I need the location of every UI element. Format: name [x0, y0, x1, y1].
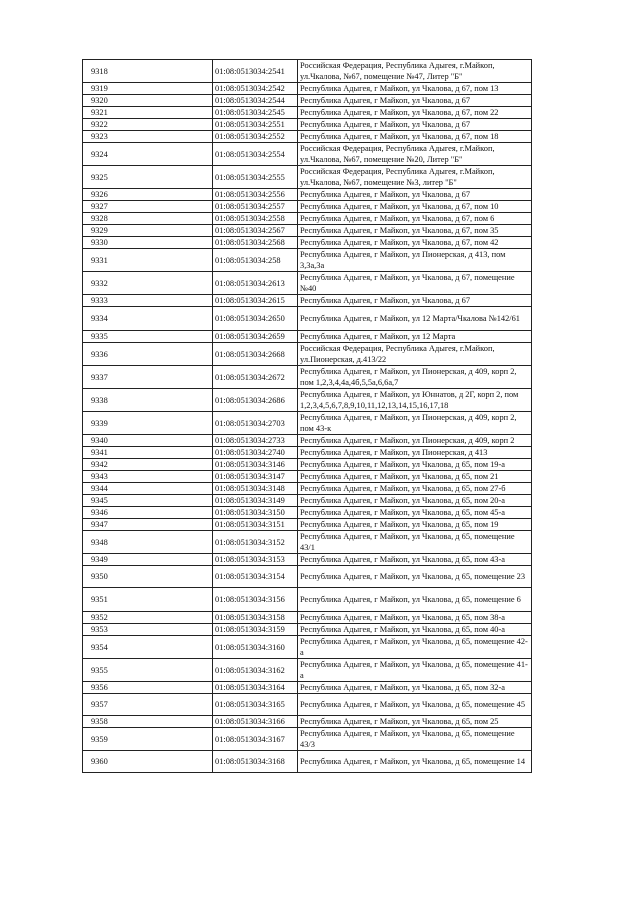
row-number: 9351 [83, 588, 213, 612]
table-row [83, 143, 532, 166]
table-row [83, 95, 532, 107]
row-number: 9350 [83, 566, 213, 588]
address: Республика Адыгея, г Майкоп, ул Чкалова, д 65, помещение 45 [298, 694, 532, 716]
row-number: 9335 [83, 331, 213, 343]
table-row [83, 83, 532, 95]
row-number: 9359 [83, 728, 213, 751]
cadastral-number: 01:08:0513034:258 [213, 249, 298, 272]
row-number: 9330 [83, 237, 213, 249]
row-number: 9318 [83, 60, 213, 83]
address: Республика Адыгея, г Майкоп, ул Юннатов, д 2Г, корп 2, пом 1,2,3,4,5,6,7,8,9,10,11,12,13,14,15,16,17,18 [298, 389, 532, 412]
row-number: 9331 [83, 249, 213, 272]
cadastral-number: 01:08:0513034:3149 [213, 495, 298, 507]
cadastral-number: 01:08:0513034:2552 [213, 131, 298, 143]
cadastral-number: 01:08:0513034:3168 [213, 751, 298, 773]
cadastral-number: 01:08:0513034:2615 [213, 295, 298, 307]
address: Республика Адыгея, г Майкоп, ул Чкалова, д 65, пом 45-а [298, 507, 532, 519]
address: Российская Федерация, Республика Адыгея, г.Майкоп, ул.Чкалова, №67, помещение №20, Литер "Б" [298, 143, 532, 166]
address: Республика Адыгея, г Майкоп, ул Чкалова, д 65, пом 19-а [298, 459, 532, 471]
cadastral-number: 01:08:0513034:2557 [213, 201, 298, 213]
cadastral-number: 01:08:0513034:3160 [213, 636, 298, 659]
address: Республика Адыгея, г Майкоп, ул Чкалова, д 67, пом 10 [298, 201, 532, 213]
row-number: 9323 [83, 131, 213, 143]
cadastral-number: 01:08:0513034:2650 [213, 307, 298, 331]
table-row [83, 201, 532, 213]
address: Республика Адыгея, г Майкоп, ул Пионерская, д 413 [298, 447, 532, 459]
row-number: 9322 [83, 119, 213, 131]
registry-table [82, 59, 532, 773]
row-number: 9344 [83, 483, 213, 495]
table-row [83, 107, 532, 119]
table-row [83, 295, 532, 307]
cadastral-number: 01:08:0513034:2558 [213, 213, 298, 225]
row-number: 9347 [83, 519, 213, 531]
address: Республика Адыгея, г Майкоп, ул Чкалова, д 65, пом 32-а [298, 682, 532, 694]
address: Российская Федерация, Республика Адыгея, г.Майкоп, ул.Чкалова, №67, помещение №3, литер "Б" [298, 166, 532, 189]
row-number: 9333 [83, 295, 213, 307]
cadastral-number: 01:08:0513034:3153 [213, 554, 298, 566]
row-number: 9348 [83, 531, 213, 554]
registry-table-body [83, 60, 532, 773]
table-row [83, 343, 532, 366]
row-number: 9353 [83, 624, 213, 636]
table-row [83, 189, 532, 201]
cadastral-number: 01:08:0513034:2556 [213, 189, 298, 201]
cadastral-number: 01:08:0513034:2542 [213, 83, 298, 95]
address: Республика Адыгея, г Майкоп, ул Чкалова, д 65, пом 21 [298, 471, 532, 483]
address: Республика Адыгея, г Майкоп, ул Чкалова, д 65, пом 43-а [298, 554, 532, 566]
cadastral-number: 01:08:0513034:2567 [213, 225, 298, 237]
cadastral-number: 01:08:0513034:2659 [213, 331, 298, 343]
row-number: 9341 [83, 447, 213, 459]
row-number: 9328 [83, 213, 213, 225]
cadastral-number: 01:08:0513034:2541 [213, 60, 298, 83]
cadastral-number: 01:08:0513034:2703 [213, 412, 298, 435]
row-number: 9324 [83, 143, 213, 166]
table-row [83, 728, 532, 751]
table-row [83, 495, 532, 507]
table-row [83, 366, 532, 389]
table-row [83, 566, 532, 588]
cadastral-number: 01:08:0513034:3150 [213, 507, 298, 519]
cadastral-number: 01:08:0513034:2554 [213, 143, 298, 166]
table-row [83, 389, 532, 412]
table-row [83, 249, 532, 272]
table-row [83, 131, 532, 143]
cadastral-number: 01:08:0513034:2568 [213, 237, 298, 249]
row-number: 9354 [83, 636, 213, 659]
cadastral-number: 01:08:0513034:3165 [213, 694, 298, 716]
address: Республика Адыгея, г Майкоп, ул Чкалова, д 65, пом 20-а [298, 495, 532, 507]
table-row [83, 213, 532, 225]
row-number: 9326 [83, 189, 213, 201]
table-row [83, 272, 532, 295]
cadastral-number: 01:08:0513034:2545 [213, 107, 298, 119]
address: Республика Адыгея, г Майкоп, ул Пионерская, д 409, корп 2, пом 1,2,3,4,4а,4б,5,5а,6,6а,7 [298, 366, 532, 389]
address: Республика Адыгея, г Майкоп, ул Пионерская, д 409, корп 2, пом 43-к [298, 412, 532, 435]
row-number: 9339 [83, 412, 213, 435]
row-number: 9329 [83, 225, 213, 237]
cadastral-number: 01:08:0513034:3159 [213, 624, 298, 636]
table-row [83, 60, 532, 83]
cadastral-number: 01:08:0513034:3167 [213, 728, 298, 751]
table-row [83, 435, 532, 447]
cadastral-number: 01:08:0513034:3152 [213, 531, 298, 554]
cadastral-number: 01:08:0513034:2551 [213, 119, 298, 131]
cadastral-number: 01:08:0513034:3156 [213, 588, 298, 612]
table-row [83, 751, 532, 773]
cadastral-number: 01:08:0513034:2544 [213, 95, 298, 107]
address: Республика Адыгея, г Майкоп, ул Чкалова, д 65, пом 19 [298, 519, 532, 531]
table-row [83, 588, 532, 612]
table-row [83, 507, 532, 519]
address: Республика Адыгея, г Майкоп, ул Чкалова, д 65, помещение 14 [298, 751, 532, 773]
address: Республика Адыгея, г Майкоп, ул 12 Марта/Чкалова №142/61 [298, 307, 532, 331]
table-row [83, 166, 532, 189]
table-row [83, 694, 532, 716]
row-number: 9337 [83, 366, 213, 389]
table-row [83, 483, 532, 495]
row-number: 9357 [83, 694, 213, 716]
row-number: 9320 [83, 95, 213, 107]
table-row [83, 225, 532, 237]
address: Республика Адыгея, г Майкоп, ул Чкалова, д 67 [298, 119, 532, 131]
cadastral-number: 01:08:0513034:2613 [213, 272, 298, 295]
address: Республика Адыгея, г Майкоп, ул Пионерская, д 409, корп 2 [298, 435, 532, 447]
table-row [83, 237, 532, 249]
row-number: 9346 [83, 507, 213, 519]
table-row [83, 471, 532, 483]
cadastral-number: 01:08:0513034:2555 [213, 166, 298, 189]
table-row [83, 119, 532, 131]
cadastral-number: 01:08:0513034:3162 [213, 659, 298, 682]
table-row [83, 447, 532, 459]
address: Республика Адыгея, г Майкоп, ул Чкалова, д 67, помещение №40 [298, 272, 532, 295]
table-row [83, 716, 532, 728]
row-number: 9358 [83, 716, 213, 728]
row-number: 9352 [83, 612, 213, 624]
cadastral-number: 01:08:0513034:3158 [213, 612, 298, 624]
cadastral-number: 01:08:0513034:3151 [213, 519, 298, 531]
address: Республика Адыгея, г Майкоп, ул Чкалова, д 67, пом 6 [298, 213, 532, 225]
row-number: 9319 [83, 83, 213, 95]
address: Республика Адыгея, г Майкоп, ул Чкалова, д 67 [298, 295, 532, 307]
cadastral-number: 01:08:0513034:2733 [213, 435, 298, 447]
row-number: 9334 [83, 307, 213, 331]
table-row [83, 307, 532, 331]
cadastral-number: 01:08:0513034:2740 [213, 447, 298, 459]
cadastral-number: 01:08:0513034:2672 [213, 366, 298, 389]
row-number: 9321 [83, 107, 213, 119]
row-number: 9349 [83, 554, 213, 566]
address: Республика Адыгея, г Майкоп, ул Чкалова, д 65, пом 25 [298, 716, 532, 728]
row-number: 9336 [83, 343, 213, 366]
address: Республика Адыгея, г Майкоп, ул Чкалова, д 67, пом 42 [298, 237, 532, 249]
row-number: 9338 [83, 389, 213, 412]
address: Республика Адыгея, г Майкоп, ул Чкалова, д 67, пом 18 [298, 131, 532, 143]
address: Республика Адыгея, г Майкоп, ул Чкалова, д 65, помещение 23 [298, 566, 532, 588]
address: Республика Адыгея, г Майкоп, ул 12 Марта [298, 331, 532, 343]
table-row [83, 459, 532, 471]
table-row [83, 636, 532, 659]
table-row [83, 412, 532, 435]
row-number: 9355 [83, 659, 213, 682]
address: Республика Адыгея, г Майкоп, ул Чкалова, д 67, пом 13 [298, 83, 532, 95]
address: Российская Федерация, Республика Адыгея, г.Майкоп, ул.Пионерская, д.413/22 [298, 343, 532, 366]
address: Российская Федерация, Республика Адыгея, г.Майкоп, ул.Чкалова, №67, помещение №47, Литер "Б" [298, 60, 532, 83]
address: Республика Адыгея, г Майкоп, ул Чкалова, д 65, помещение 41-а [298, 659, 532, 682]
row-number: 9332 [83, 272, 213, 295]
address: Республика Адыгея, г Майкоп, ул Чкалова, д 65, пом 40-а [298, 624, 532, 636]
table-row [83, 331, 532, 343]
table-row [83, 682, 532, 694]
table-row [83, 624, 532, 636]
address: Республика Адыгея, г Майкоп, ул Чкалова, д 65, помещение 43/1 [298, 531, 532, 554]
row-number: 9343 [83, 471, 213, 483]
row-number: 9360 [83, 751, 213, 773]
address: Республика Адыгея, г Майкоп, ул Пионерская, д 413, пом 3,3а,3а [298, 249, 532, 272]
address: Республика Адыгея, г Майкоп, ул Чкалова, д 67 [298, 95, 532, 107]
table-row [83, 519, 532, 531]
row-number: 9325 [83, 166, 213, 189]
address: Республика Адыгея, г Майкоп, ул Чкалова, д 67, пом 22 [298, 107, 532, 119]
address: Республика Адыгея, г Майкоп, ул Чкалова, д 65, помещение 6 [298, 588, 532, 612]
table-row [83, 612, 532, 624]
table-row [83, 659, 532, 682]
cadastral-number: 01:08:0513034:3164 [213, 682, 298, 694]
address: Республика Адыгея, г Майкоп, ул Чкалова, д 65, пом 27-б [298, 483, 532, 495]
address: Республика Адыгея, г Майкоп, ул Чкалова, д 67 [298, 189, 532, 201]
row-number: 9340 [83, 435, 213, 447]
cadastral-number: 01:08:0513034:2668 [213, 343, 298, 366]
cadastral-number: 01:08:0513034:3146 [213, 459, 298, 471]
address: Республика Адыгея, г Майкоп, ул Чкалова, д 65, пом 38-а [298, 612, 532, 624]
row-number: 9345 [83, 495, 213, 507]
row-number: 9356 [83, 682, 213, 694]
cadastral-number: 01:08:0513034:3148 [213, 483, 298, 495]
address: Республика Адыгея, г Майкоп, ул Чкалова, д 67, пом 35 [298, 225, 532, 237]
cadastral-number: 01:08:0513034:3147 [213, 471, 298, 483]
table-row [83, 554, 532, 566]
row-number: 9327 [83, 201, 213, 213]
cadastral-number: 01:08:0513034:2686 [213, 389, 298, 412]
address: Республика Адыгея, г Майкоп, ул Чкалова, д 65, помещение 42-а [298, 636, 532, 659]
address: Республика Адыгея, г Майкоп, ул Чкалова, д 65, помещение 43/3 [298, 728, 532, 751]
table-row [83, 531, 532, 554]
row-number: 9342 [83, 459, 213, 471]
cadastral-number: 01:08:0513034:3154 [213, 566, 298, 588]
cadastral-number: 01:08:0513034:3166 [213, 716, 298, 728]
